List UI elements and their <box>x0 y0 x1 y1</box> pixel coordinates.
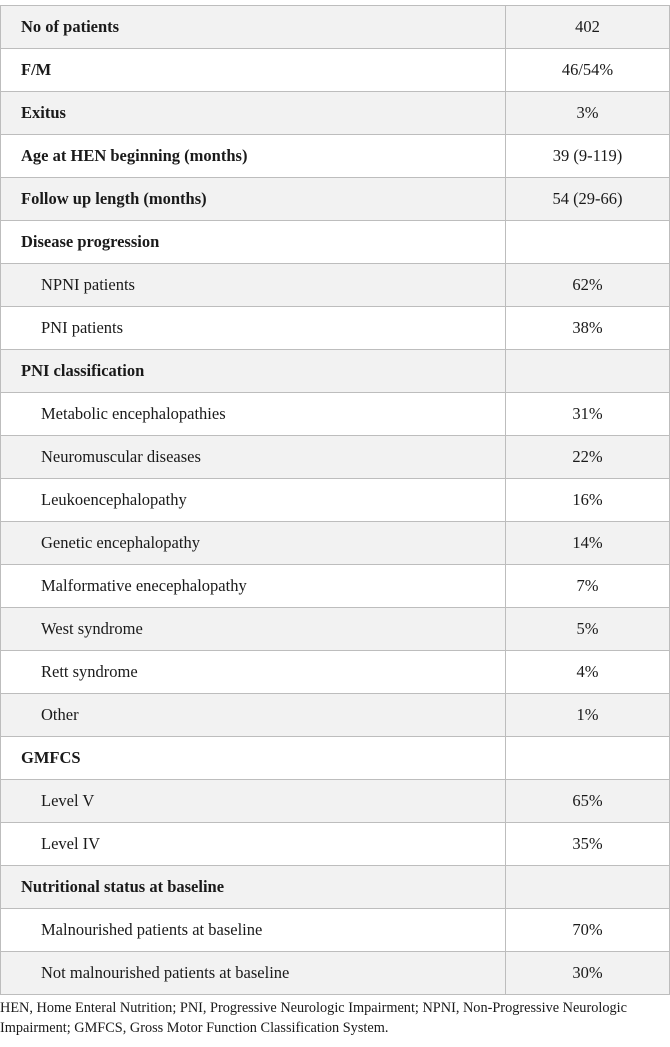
row-value: 46/54% <box>506 49 670 92</box>
row-value <box>506 737 670 780</box>
row-value: 402 <box>506 6 670 49</box>
table-row <box>1 479 670 522</box>
table-row <box>1 6 670 49</box>
table-row <box>1 178 670 221</box>
row-value: 1% <box>506 694 670 737</box>
patient-characteristics-table <box>0 5 670 995</box>
row-label: Leukoencephalopathy <box>1 479 506 522</box>
row-label: Age at HEN beginning (months) <box>1 135 506 178</box>
table-row <box>1 909 670 952</box>
patient-characteristics-table-wrap <box>0 5 669 995</box>
row-label: GMFCS <box>1 737 506 780</box>
row-value: 62% <box>506 264 670 307</box>
row-value: 5% <box>506 608 670 651</box>
table-row <box>1 780 670 823</box>
row-value: 35% <box>506 823 670 866</box>
table-row <box>1 522 670 565</box>
row-value: 38% <box>506 307 670 350</box>
row-label: PNI patients <box>1 307 506 350</box>
row-label: Follow up length (months) <box>1 178 506 221</box>
table-row <box>1 823 670 866</box>
row-label: Neuromuscular diseases <box>1 436 506 479</box>
row-label: Genetic encephalopathy <box>1 522 506 565</box>
row-label: F/M <box>1 49 506 92</box>
row-label: Disease progression <box>1 221 506 264</box>
row-value <box>506 866 670 909</box>
table-row <box>1 651 670 694</box>
table-row <box>1 866 670 909</box>
row-value: 70% <box>506 909 670 952</box>
row-value: 30% <box>506 952 670 995</box>
table-row <box>1 393 670 436</box>
table-row <box>1 565 670 608</box>
row-value: 4% <box>506 651 670 694</box>
table-footnote: HEN, Home Enteral Nutrition; PNI, Progressive Neurologic Impairment; NPNI, Non-Progressive Neurologic Impairment; GMFCS, Gross Motor Function Classification System. <box>0 1000 627 1036</box>
row-label: PNI classification <box>1 350 506 393</box>
row-value: 14% <box>506 522 670 565</box>
row-value: 7% <box>506 565 670 608</box>
table-row <box>1 49 670 92</box>
table-row <box>1 92 670 135</box>
row-label: Exitus <box>1 92 506 135</box>
table-row <box>1 264 670 307</box>
row-value: 65% <box>506 780 670 823</box>
row-value: 16% <box>506 479 670 522</box>
table-row <box>1 608 670 651</box>
row-value: 3% <box>506 92 670 135</box>
table-row <box>1 952 670 995</box>
table-row <box>1 737 670 780</box>
row-label: NPNI patients <box>1 264 506 307</box>
table-row <box>1 221 670 264</box>
row-value: 22% <box>506 436 670 479</box>
table-row <box>1 135 670 178</box>
row-value <box>506 221 670 264</box>
row-label: No of patients <box>1 6 506 49</box>
table-row <box>1 307 670 350</box>
table-row <box>1 694 670 737</box>
table-row <box>1 436 670 479</box>
row-value <box>506 350 670 393</box>
row-label: Other <box>1 694 506 737</box>
row-value: 31% <box>506 393 670 436</box>
row-label: Level IV <box>1 823 506 866</box>
row-label: Malnourished patients at baseline <box>1 909 506 952</box>
row-label: Not malnourished patients at baseline <box>1 952 506 995</box>
table-body <box>1 6 670 995</box>
row-label: West syndrome <box>1 608 506 651</box>
row-value: 54 (29-66) <box>506 178 670 221</box>
row-label: Malformative enecephalopathy <box>1 565 506 608</box>
row-label: Rett syndrome <box>1 651 506 694</box>
row-label: Level V <box>1 780 506 823</box>
row-label: Metabolic encephalopathies <box>1 393 506 436</box>
row-value: 39 (9-119) <box>506 135 670 178</box>
table-row <box>1 350 670 393</box>
row-label: Nutritional status at baseline <box>1 866 506 909</box>
